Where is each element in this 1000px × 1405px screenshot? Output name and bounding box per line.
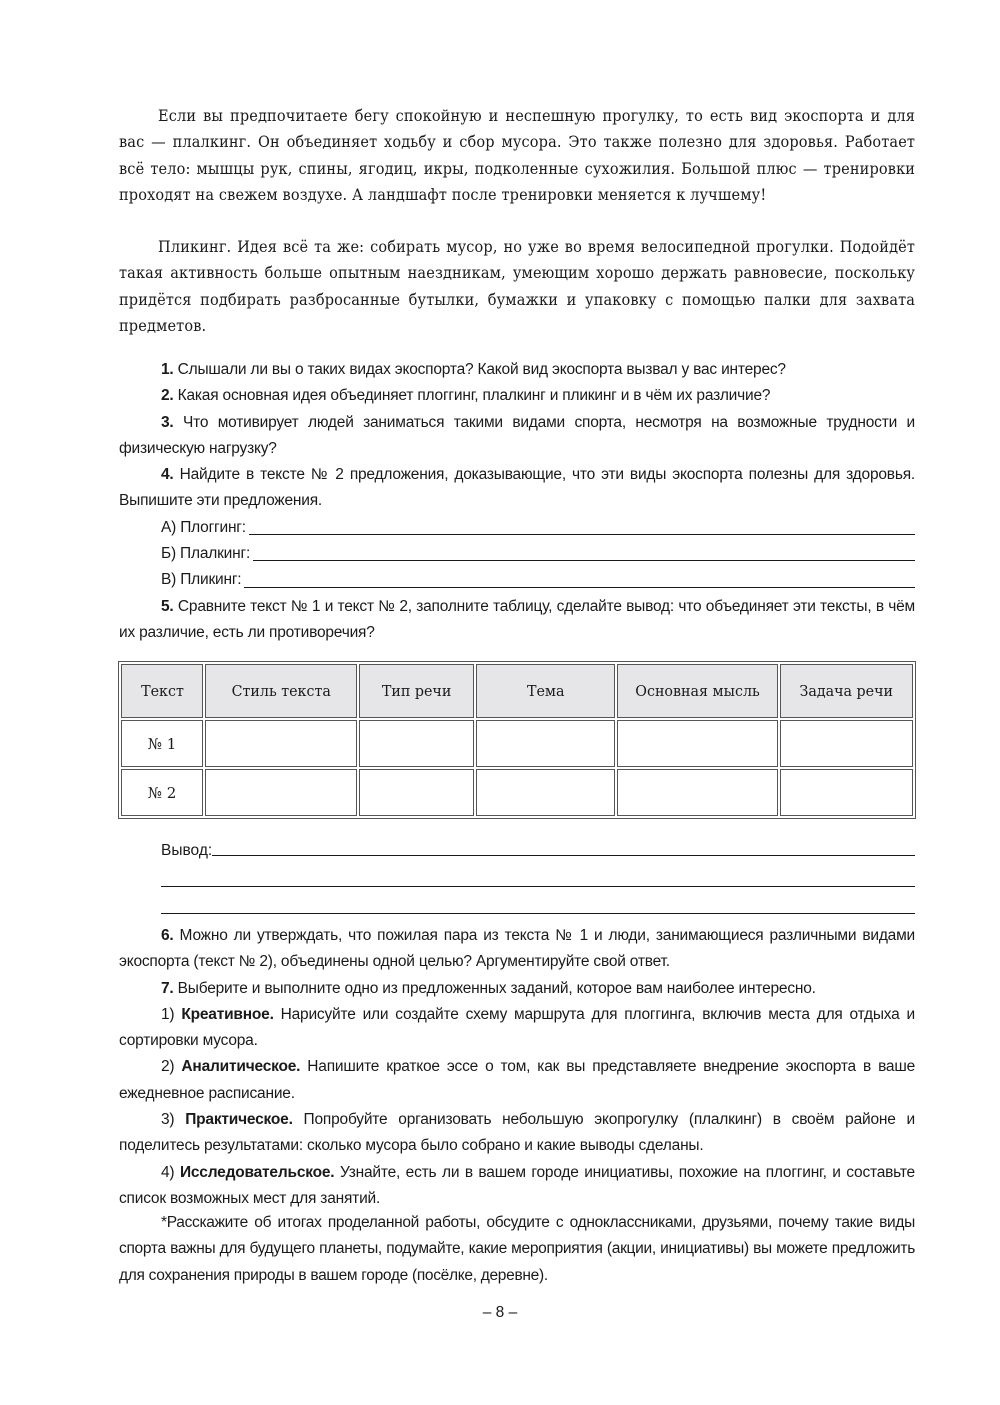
task-option-practical: 3) Практическое. Попробуйте организовать небольшую экопрогулку (плалкинг) в своём районе и поделитесь результатами: сколько мусора было собрано и какие выводы сделаны. xyxy=(119,1111,915,1155)
footnote: *Расскажите об итогах проделанной работы, обсудите с одноклассниками, друзьями, почему такие виды спорта важны для будущего планеты, подумайте, какие мероприятия (акции, инициативы) вы можете предложить для сохранения природы в вашем городе (посёлке, деревне). xyxy=(119,1214,915,1284)
answer-line-pliking[interactable] xyxy=(119,567,915,593)
task-title: Аналитическое. xyxy=(181,1058,301,1076)
question-text: Можно ли утверждать, что пожилая пара из текста № 1 и люди, занимающиеся различными видами экоспорта (текст № 2), объединены одной целью? Аргументируйте свой ответ. xyxy=(119,927,915,971)
comparison-table xyxy=(118,661,916,819)
table-cell[interactable] xyxy=(359,769,474,816)
question-1 xyxy=(119,357,915,383)
question-3 xyxy=(119,410,915,463)
question-number: 7. xyxy=(161,979,174,997)
conclusion-line-2[interactable] xyxy=(161,860,915,887)
question-number: 3. xyxy=(161,413,174,431)
question-5 xyxy=(119,594,915,647)
question-text: Слышали ли вы о таких видах экоспорта? Какой вид экоспорта вызвал у вас интерес? xyxy=(173,361,786,378)
conclusion-line-3[interactable] xyxy=(161,887,915,914)
question-4 xyxy=(119,462,915,515)
column-header: Стиль текста xyxy=(205,664,357,718)
question-text: Что мотивирует людей заниматься такими видами спорта, несмотря на возможные трудности и физическую нагрузку? xyxy=(119,413,915,457)
questions-block xyxy=(119,357,915,646)
question-6 xyxy=(119,923,915,976)
table-header-row xyxy=(121,664,913,718)
answer-label: В) Пликинг: xyxy=(161,571,242,589)
task-option-research: 4) Исследовательское. Узнайте, есть ли в вашем городе инициативы, похожие на плоггинг, и составьте список возможных мест для занятий. xyxy=(119,1163,915,1207)
tasks-block xyxy=(119,923,915,1212)
reading-paragraph-plalking: Если вы предпочитаете бегу спокойную и неспешную прогулку, то есть вид экоспорта и для вас — плалкинг. Он объединяет ходьбу и сбор мусора. Это также полезно для здоровья. Работает всё тело: мышцы рук, спины, ягодиц, икры, подколенные сухожилия. Большой плюс — тренировки проходят на свежем воздухе. А ландшафт после тренировки меняется к лучшему! xyxy=(119,107,916,205)
table-row xyxy=(121,769,913,816)
comparison-table-container xyxy=(118,661,916,819)
task-text: Узнайте, есть ли в вашем городе инициативы, похожие на плоггинг, и составьте список возможных мест для занятий. xyxy=(119,1163,915,1207)
question-2 xyxy=(119,383,915,409)
table-cell[interactable] xyxy=(780,769,913,816)
question-number: 2. xyxy=(161,387,174,405)
task-text: Напишите краткое эссе о том, как вы представляете внедрение экоспорта в ваше ежедневное расписание. xyxy=(119,1058,915,1102)
task-title: Креативное. xyxy=(181,1005,274,1023)
conclusion-line[interactable] xyxy=(119,838,915,860)
task-option-analytical: 2) Аналитическое. Напишите краткое эссе о том, как вы представляете внедрение экоспорта в ваше ежедневное расписание. xyxy=(119,1058,915,1102)
conclusion-field[interactable] xyxy=(212,855,915,856)
answer-field[interactable] xyxy=(244,587,915,588)
answer-line-plalking[interactable] xyxy=(119,541,915,567)
column-header: Тема xyxy=(476,664,615,718)
reading-paragraph-pliking: Пликинг. Идея всё та же: собирать мусор, но уже во время велосипедной прогулки. Подойдёт такая активность больше опытным наездникам, умеющим хорошо держать равновесие, поскольку придётся подбирать разбросанные бутылки, бумажки и упаковку с помощью палки для захвата предметов. xyxy=(119,238,916,336)
answer-line-plogging[interactable] xyxy=(119,515,915,541)
table-cell[interactable] xyxy=(205,720,357,767)
task-title: Исследовательское. xyxy=(179,1163,335,1181)
column-header: Тип речи xyxy=(359,664,474,718)
table-row xyxy=(121,720,913,767)
table-cell[interactable] xyxy=(205,769,357,816)
question-number: 4. xyxy=(161,466,174,484)
question-text: Найдите в тексте № 2 предложения, доказывающие, что эти виды экоспорта полезны для здоровья. Выпишите эти предложения. xyxy=(119,466,915,510)
conclusion-block xyxy=(119,838,915,914)
table-cell[interactable] xyxy=(617,720,778,767)
table-cell[interactable] xyxy=(359,720,474,767)
answer-label: А) Плоггинг: xyxy=(161,518,246,536)
question-text: Какая основная идея объединяет плоггинг, плалкинг и пликинг и в чём их различие? xyxy=(173,387,771,405)
answer-field[interactable] xyxy=(249,534,915,535)
page-number: – 8 – xyxy=(482,1304,518,1321)
question-number: 5. xyxy=(161,597,174,615)
conclusion-label: Вывод: xyxy=(161,842,213,859)
answer-label: Б) Плалкинг: xyxy=(161,545,251,563)
question-number: 1. xyxy=(161,361,174,378)
column-header: Задача речи xyxy=(780,664,913,718)
task-title: Практическое. xyxy=(185,1111,293,1129)
task-text: Попробуйте организовать небольшую экопрогулку (плалкинг) в своём районе и поделитесь результатами: сколько мусора было собрано и какие выводы сделаны. xyxy=(119,1111,915,1155)
table-cell[interactable] xyxy=(617,769,778,816)
question-text: Сравните текст № 1 и текст № 2, заполните таблицу, сделайте вывод: что объединяет эти тексты, в чём их различие, есть ли противоречия? xyxy=(119,597,915,641)
column-header: Основная мысль xyxy=(617,664,778,718)
task-option-creative: 1) Креативное. Нарисуйте или создайте схему маршрута для плоггинга, включив места для отдыха и сортировки мусора. xyxy=(119,1005,915,1050)
question-text: Выберите и выполните одно из предложенных заданий, которое вам наиболее интересно. xyxy=(173,979,816,997)
row-label: № 1 xyxy=(121,720,203,767)
question-number: 6. xyxy=(161,927,174,944)
answer-field[interactable] xyxy=(253,560,915,561)
table-cell[interactable] xyxy=(780,720,913,767)
question-7 xyxy=(119,976,915,1002)
table-cell[interactable] xyxy=(476,769,615,816)
table-cell[interactable] xyxy=(476,720,615,767)
column-header: Текст xyxy=(121,664,203,718)
task-text: Нарисуйте или создайте схему маршрута для плоггинга, включив места для отдыха и сортировки мусора. xyxy=(119,1005,915,1050)
row-label: № 2 xyxy=(121,769,203,816)
